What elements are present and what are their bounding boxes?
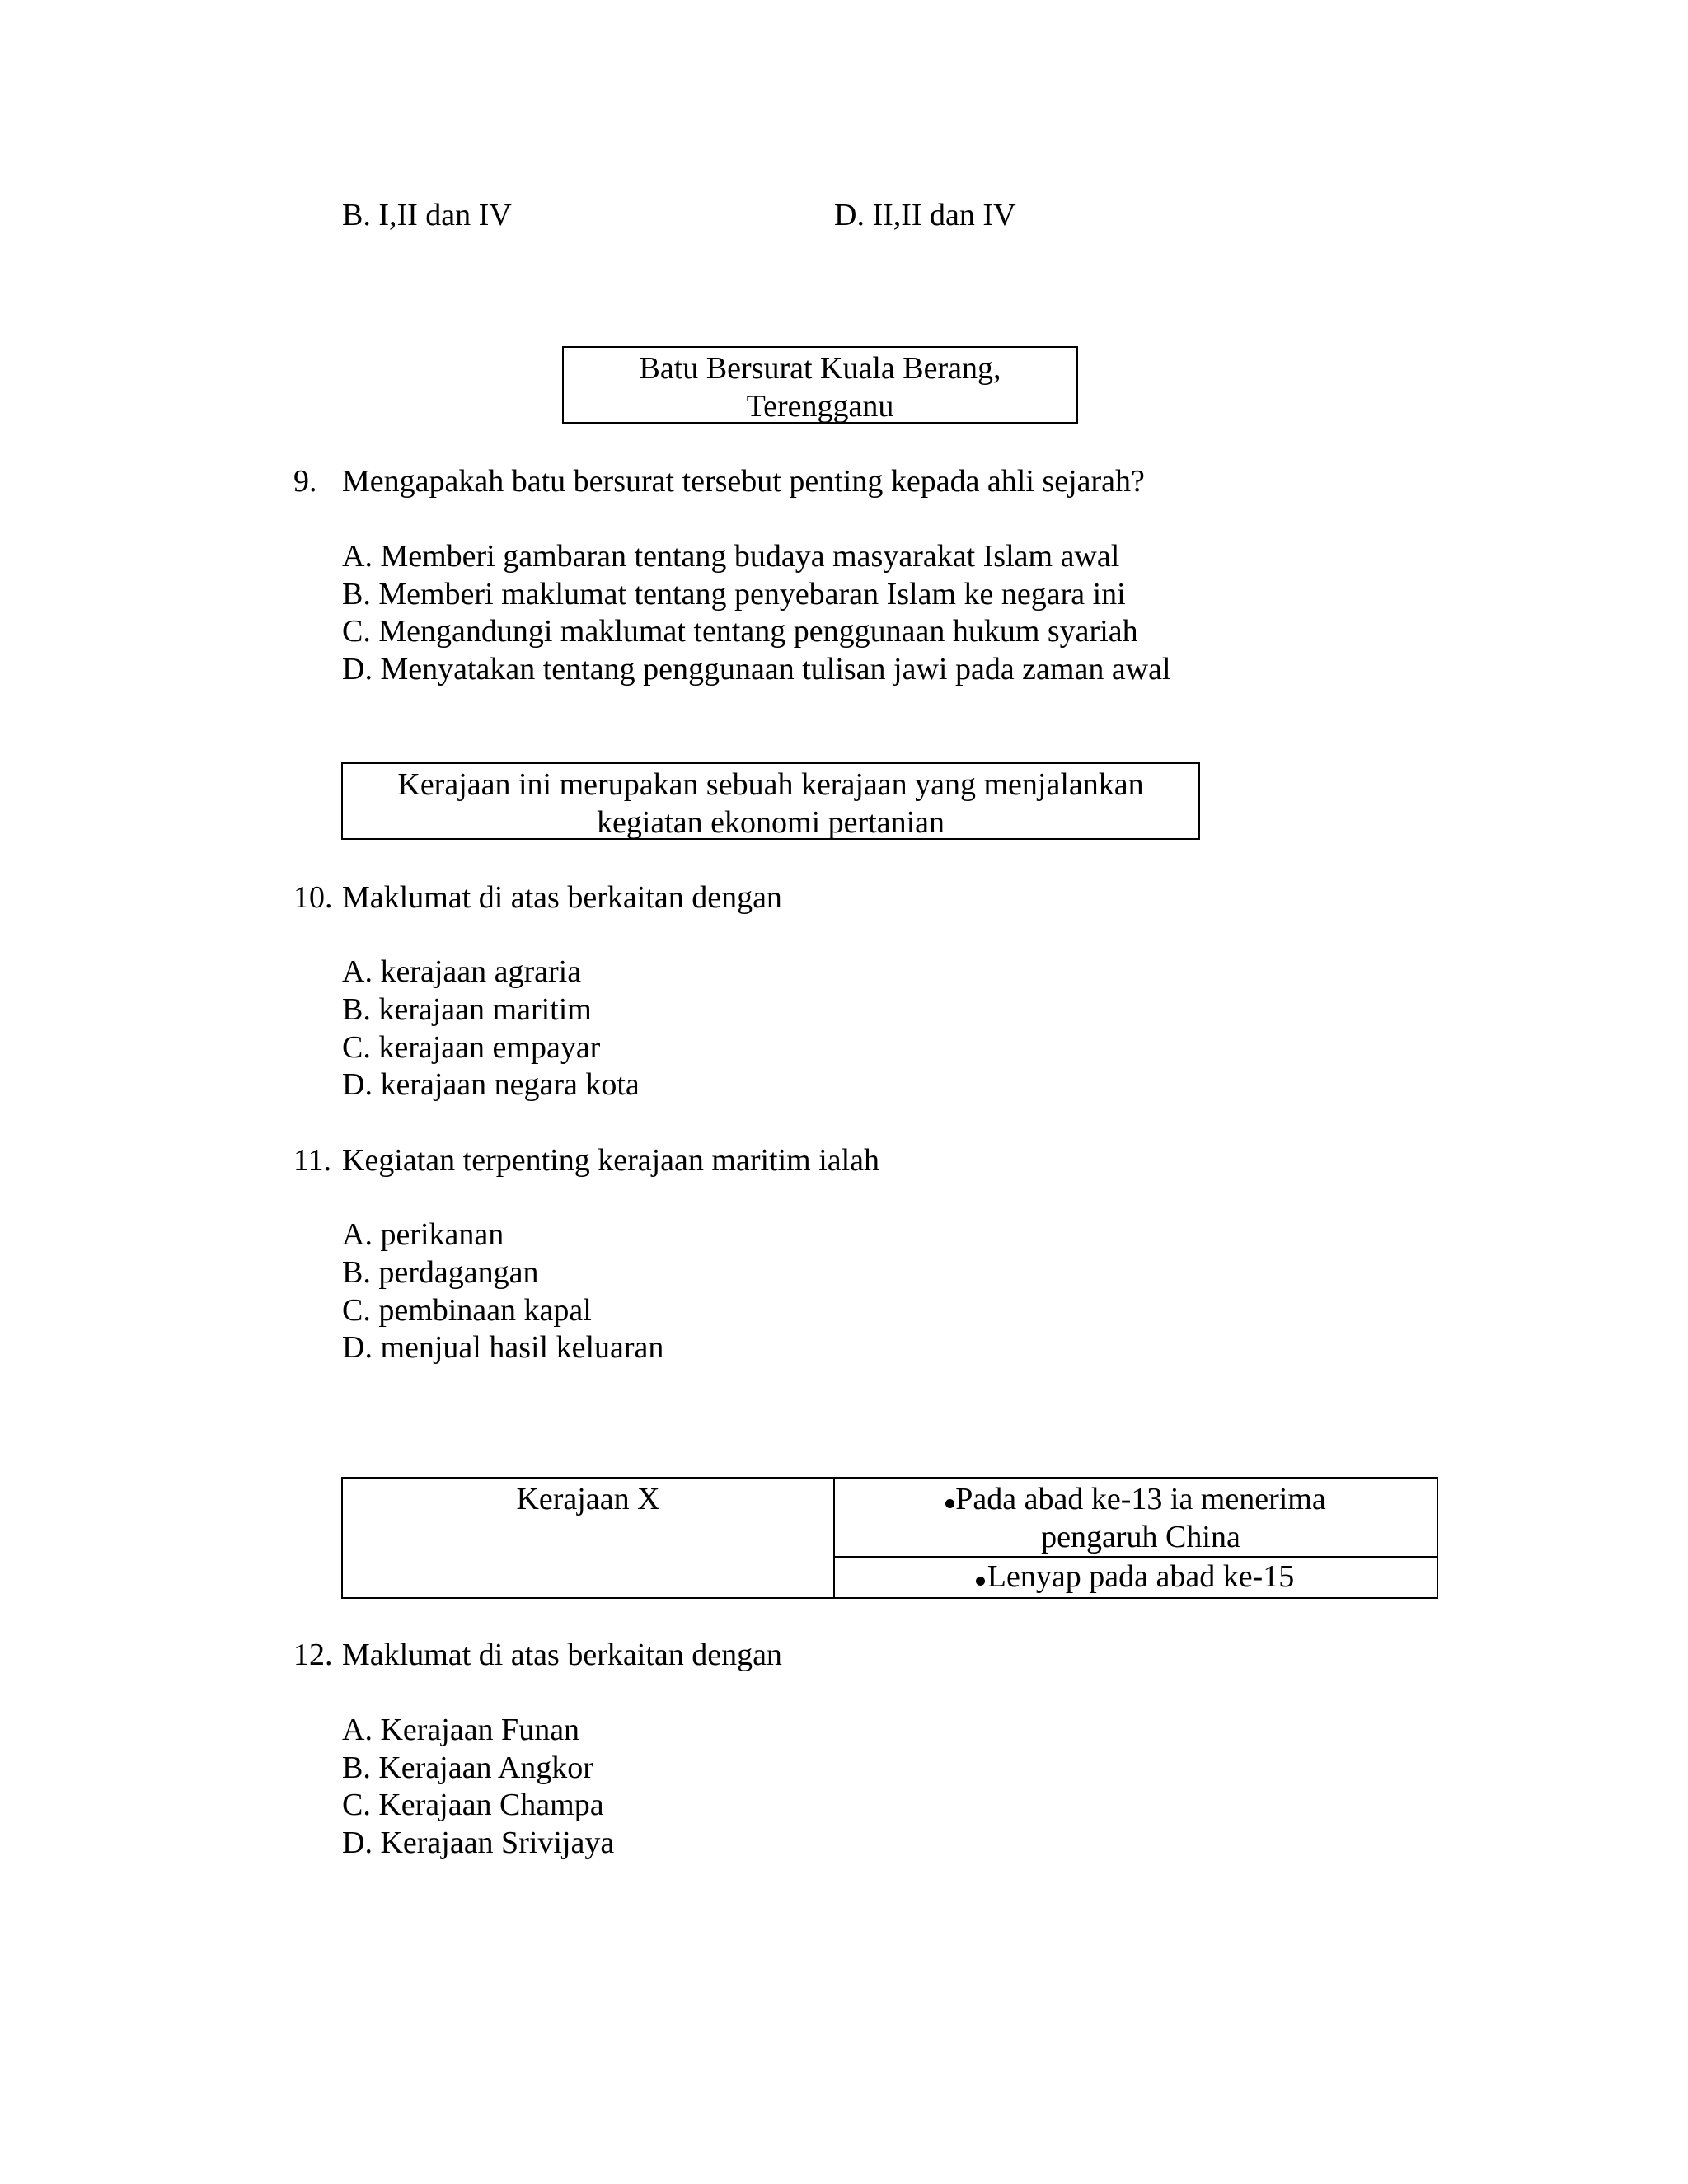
q11-option-c: C. pembinaan kapal [342,1293,592,1328]
q10-option-a: A. kerajaan agraria [342,954,582,989]
question-text-12: Maklumat di atas berkaitan dengan [342,1638,782,1672]
prev-option-d: D. II,II dan IV [834,198,1016,232]
table-cell-fact-2: Lenyap pada abad ke-15 [987,1559,1295,1594]
source-box-kerajaan-pertanian [341,762,1200,840]
question-number-10: 10. [293,880,333,915]
q9-option-b: B. Memberi maklumat tentang penyebaran Islam ke negara ini [342,577,1126,612]
source-box-batu-bersurat [562,346,1078,424]
q12-option-d: D. Kerajaan Srivijaya [342,1825,615,1860]
q11-option-a: A. perikanan [342,1217,504,1252]
q10-option-b: B. kerajaan maritim [342,992,592,1027]
q11-option-d: D. menjual hasil keluaran [342,1330,664,1365]
q12-option-a: A. Kerajaan Funan [342,1713,580,1747]
info-table [341,1477,1438,1599]
question-number-12: 12. [293,1638,333,1672]
question-text-11: Kegiatan terpenting kerajaan maritim ialah [342,1143,880,1178]
q12-option-c: C. Kerajaan Champa [342,1788,604,1822]
question-number-11: 11. [293,1143,332,1178]
q9-option-a: A. Memberi gambaran tentang budaya masyarakat Islam awal [342,539,1120,574]
q10-option-d: D. kerajaan negara kota [342,1067,640,1102]
source-box-line: Kerajaan ini merupakan sebuah kerajaan yang menjalankan [397,767,1144,802]
table-cell-fact-1 [835,1480,1438,1556]
q11-option-b: B. perdagangan [342,1255,539,1290]
q10-option-c: C. kerajaan empayar [342,1030,601,1065]
q12-option-b: B. Kerajaan Angkor [342,1750,593,1785]
q9-option-c: C. Mengandungi maklumat tentang penggunaan hukum syariah [342,614,1138,649]
fact-1-line-1: Pada abad ke-13 ia menerima [955,1482,1326,1516]
question-number-9: 9. [293,464,317,499]
q9-option-d: D. Menyatakan tentang penggunaan tulisan jawi pada zaman awal [342,652,1171,687]
question-text-9: Mengapakah batu bersurat tersebut penting kepada ahli sejarah? [342,464,1145,499]
question-text-10: Maklumat di atas berkaitan dengan [342,880,782,915]
source-box-line: Terengganu [746,389,894,424]
table-cell-kerajaan-x: Kerajaan X [516,1482,660,1516]
source-box-line: kegiatan ekonomi pertanian [596,805,945,840]
prev-option-b: B. I,II dan IV [342,198,512,232]
source-box-line: Batu Bersurat Kuala Berang, [639,351,1001,386]
fact-1-line-2: pengaruh China [1041,1520,1240,1554]
